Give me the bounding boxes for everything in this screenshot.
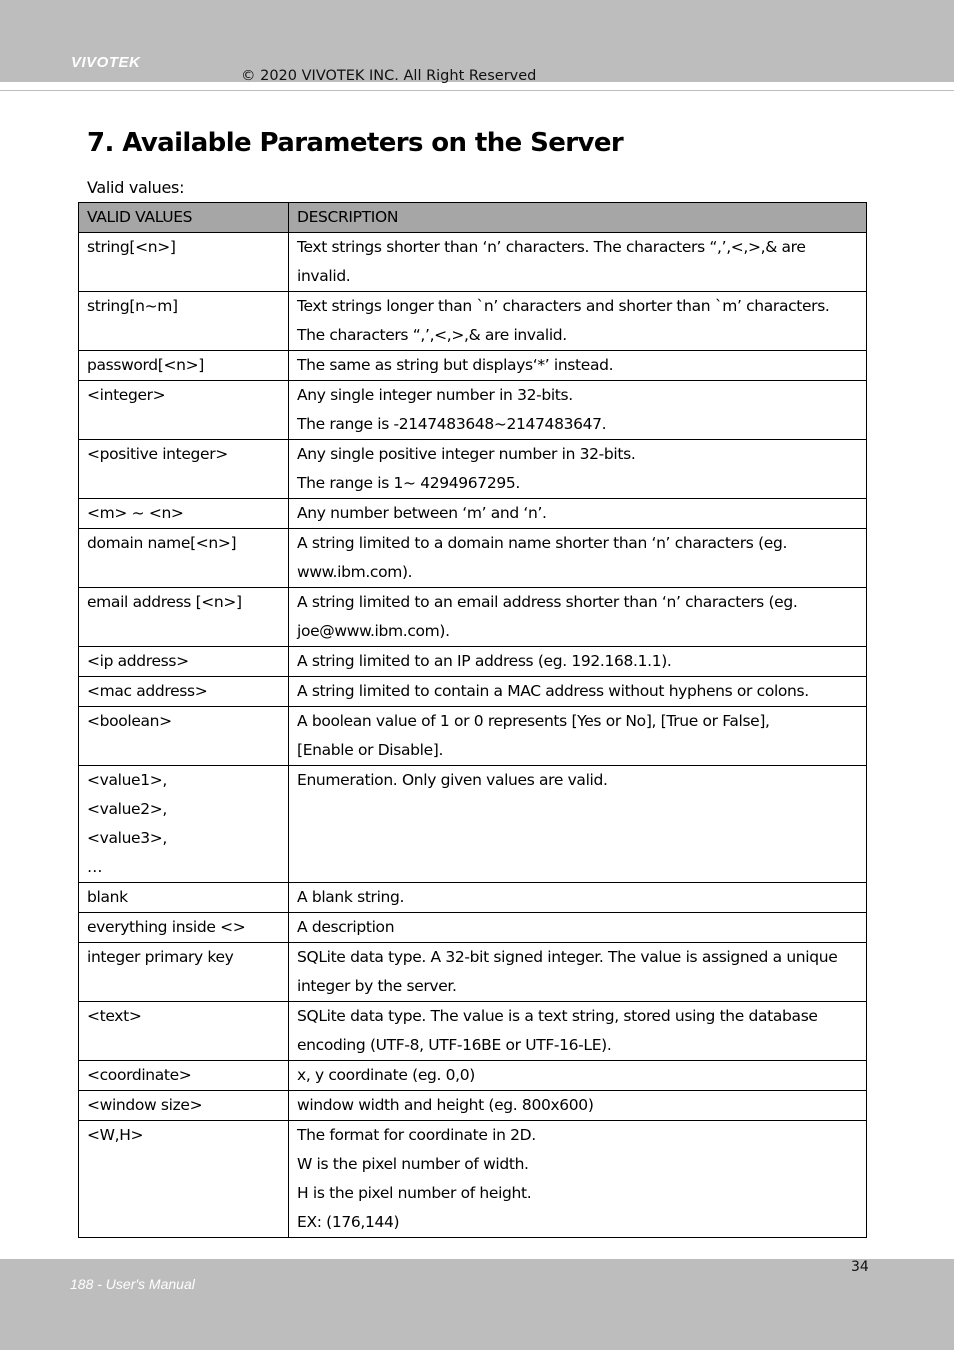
cell-description	[289, 588, 867, 647]
parameters-table	[78, 202, 867, 1238]
cell-valid-value	[79, 233, 289, 292]
cell-valid-value	[79, 381, 289, 440]
cell-valid-value	[79, 499, 289, 529]
cell-text-line: Text strings shorter than ‘n’ characters. The characters “,’,<,>,& are	[297, 238, 806, 256]
cell-text-line: SQLite data type. A 32-bit signed integer. The value is assigned a unique	[297, 948, 838, 966]
cell-text-line: Text strings longer than `n’ characters and shorter than `m’ characters.	[297, 297, 830, 315]
cell-valid-value	[79, 647, 289, 677]
cell-description	[289, 351, 867, 381]
cell-description	[289, 913, 867, 943]
copyright-text: © 2020 VIVOTEK INC. All Right Reserved	[241, 68, 537, 84]
cell-text-line: x, y coordinate (eg. 0,0)	[297, 1066, 475, 1084]
table-row	[79, 1061, 867, 1091]
cell-valid-value	[79, 943, 289, 1002]
cell-text-line: H is the pixel number of height.	[297, 1184, 532, 1202]
table-row	[79, 883, 867, 913]
cell-text-line: Enumeration. Only given values are valid.	[297, 771, 608, 789]
cell-text-line: domain name[<n>]	[87, 534, 237, 552]
cell-text-line: A string limited to a domain name shorter than ‘n’ characters (eg.	[297, 534, 788, 552]
cell-text-line: <window size>	[87, 1096, 203, 1114]
table-row	[79, 1121, 867, 1238]
cell-valid-value	[79, 440, 289, 499]
cell-valid-value	[79, 677, 289, 707]
cell-text-line: Any single positive integer number in 32-bits.	[297, 445, 636, 463]
cell-text-line: Any single integer number in 32-bits.	[297, 386, 573, 404]
cell-valid-value	[79, 351, 289, 381]
cell-text-line: www.ibm.com).	[297, 563, 413, 581]
cell-valid-value	[79, 292, 289, 351]
table-header-row	[79, 203, 867, 233]
header-rule	[0, 90, 954, 91]
cell-description	[289, 707, 867, 766]
column-header-valid-values: VALID VALUES	[79, 203, 289, 233]
page-number: 34	[851, 1259, 869, 1275]
cell-text-line: Any number between ‘m’ and ‘n’.	[297, 504, 547, 522]
cell-text-line: window width and height (eg. 800x600)	[297, 1096, 594, 1114]
cell-text-line: email address [<n>]	[87, 593, 242, 611]
cell-text-line: password[<n>]	[87, 356, 204, 374]
cell-description	[289, 677, 867, 707]
cell-valid-value	[79, 1061, 289, 1091]
cell-valid-value	[79, 1002, 289, 1061]
table-row	[79, 913, 867, 943]
cell-description	[289, 292, 867, 351]
cell-text-line: <mac address>	[87, 682, 208, 700]
cell-description	[289, 1121, 867, 1238]
cell-description	[289, 529, 867, 588]
cell-text-line: integer primary key	[87, 948, 234, 966]
cell-valid-value	[79, 707, 289, 766]
table-row	[79, 381, 867, 440]
table-row	[79, 1002, 867, 1061]
cell-text-line: A string limited to an email address shorter than ‘n’ characters (eg.	[297, 593, 798, 611]
table-body	[79, 233, 867, 1238]
cell-description	[289, 1061, 867, 1091]
cell-description	[289, 499, 867, 529]
table-row	[79, 943, 867, 1002]
cell-text-line: The characters “,’,<,>,& are invalid.	[297, 326, 567, 344]
cell-text-line: A string limited to contain a MAC address without hyphens or colons.	[297, 682, 809, 700]
cell-valid-value	[79, 529, 289, 588]
table-row	[79, 351, 867, 381]
table-row	[79, 677, 867, 707]
cell-description	[289, 233, 867, 292]
cell-text-line: A blank string.	[297, 888, 405, 906]
page-title: 7. Available Parameters on the Server	[87, 128, 624, 158]
cell-valid-value	[79, 1091, 289, 1121]
cell-description	[289, 883, 867, 913]
table-row	[79, 1091, 867, 1121]
cell-text-line: EX: (176,144)	[297, 1213, 400, 1231]
cell-text-line: <W,H>	[87, 1126, 144, 1144]
cell-text-line: SQLite data type. The value is a text string, stored using the database	[297, 1007, 818, 1025]
cell-text-line: encoding (UTF-8, UTF-16BE or UTF-16-LE).	[297, 1036, 612, 1054]
cell-text-line: …	[87, 858, 103, 876]
cell-text-line: everything inside <>	[87, 918, 246, 936]
cell-description	[289, 381, 867, 440]
cell-text-line: integer by the server.	[297, 977, 457, 995]
cell-text-line: A string limited to an IP address (eg. 192.168.1.1).	[297, 652, 672, 670]
cell-text-line: <value1>,	[87, 771, 167, 789]
table-row	[79, 529, 867, 588]
cell-text-line: joe@www.ibm.com).	[297, 622, 450, 640]
cell-text-line: [Enable or Disable].	[297, 741, 444, 759]
cell-text-line: blank	[87, 888, 128, 906]
cell-text-line: <m> ~ <n>	[87, 504, 184, 522]
table-row	[79, 707, 867, 766]
cell-text-line: <positive integer>	[87, 445, 228, 463]
cell-valid-value	[79, 913, 289, 943]
intro-label: Valid values:	[87, 178, 185, 197]
cell-text-line: <ip address>	[87, 652, 189, 670]
cell-text-line: W is the pixel number of width.	[297, 1155, 529, 1173]
cell-valid-value	[79, 588, 289, 647]
cell-description	[289, 647, 867, 677]
table-row	[79, 766, 867, 883]
cell-text-line: The format for coordinate in 2D.	[297, 1126, 536, 1144]
cell-description	[289, 943, 867, 1002]
cell-text-line: A description	[297, 918, 395, 936]
cell-valid-value	[79, 1121, 289, 1238]
cell-text-line: invalid.	[297, 267, 351, 285]
cell-text-line: The range is -2147483648~2147483647.	[297, 415, 607, 433]
cell-text-line: <coordinate>	[87, 1066, 192, 1084]
cell-description	[289, 766, 867, 883]
table-row	[79, 499, 867, 529]
cell-description	[289, 440, 867, 499]
cell-description	[289, 1002, 867, 1061]
cell-valid-value	[79, 766, 289, 883]
cell-description	[289, 1091, 867, 1121]
brand-logo: VIVOTEK	[71, 54, 141, 71]
footer-band	[0, 1259, 954, 1350]
cell-text-line: <value3>,	[87, 829, 167, 847]
cell-text-line: string[n~m]	[87, 297, 178, 315]
column-header-description: DESCRIPTION	[289, 203, 867, 233]
cell-text-line: <integer>	[87, 386, 166, 404]
manual-label: 188 - User's Manual	[70, 1276, 195, 1292]
cell-text-line: <text>	[87, 1007, 142, 1025]
cell-text-line: <boolean>	[87, 712, 172, 730]
table-row	[79, 233, 867, 292]
table-row	[79, 292, 867, 351]
cell-text-line: string[<n>]	[87, 238, 176, 256]
cell-text-line: The range is 1~ 4294967295.	[297, 474, 520, 492]
cell-text-line: The same as string but displays‘*’ instead.	[297, 356, 614, 374]
table-row	[79, 440, 867, 499]
table-row	[79, 647, 867, 677]
cell-valid-value	[79, 883, 289, 913]
table-row	[79, 588, 867, 647]
cell-text-line: A boolean value of 1 or 0 represents [Yes or No], [True or False],	[297, 712, 770, 730]
cell-text-line: <value2>,	[87, 800, 167, 818]
